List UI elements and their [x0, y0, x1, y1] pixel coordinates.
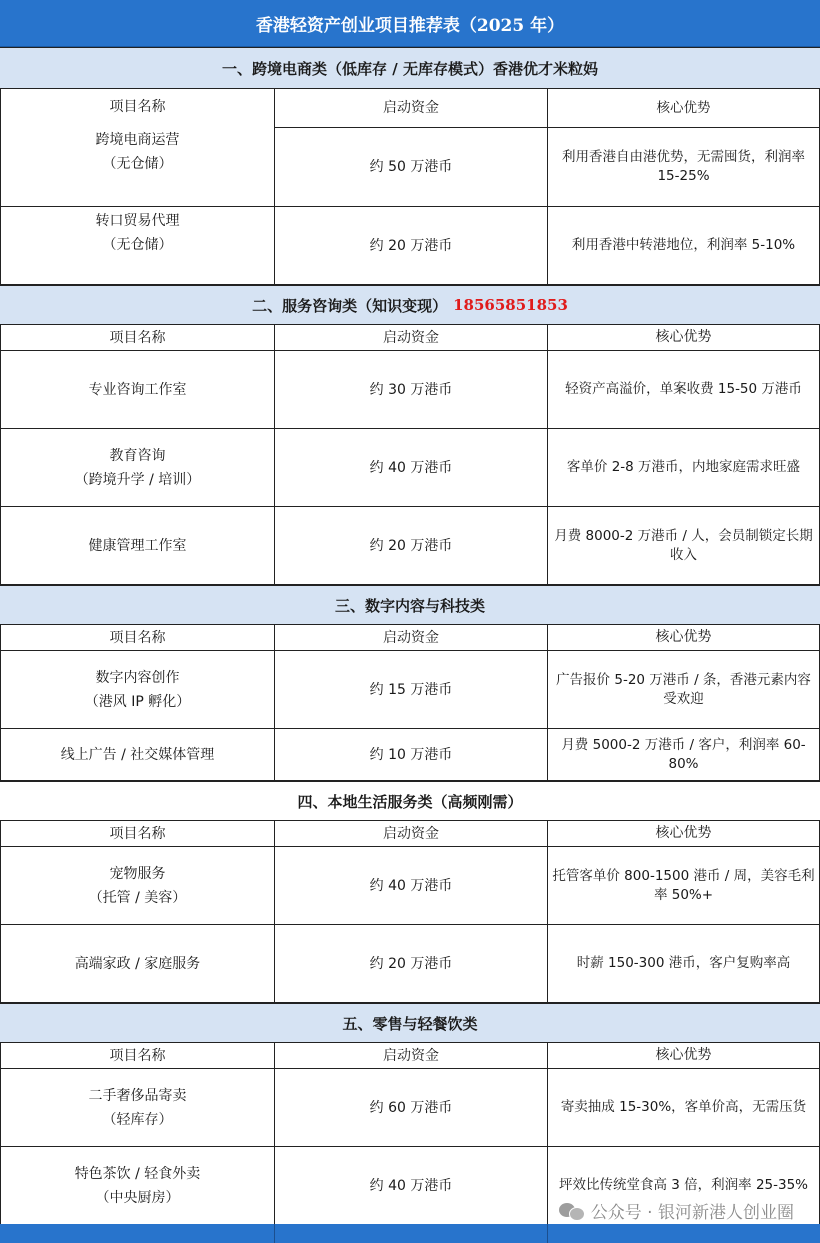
header-advantage: 核心优势 [547, 1043, 820, 1068]
section-title-consulting [0, 285, 820, 325]
watermark [559, 1198, 794, 1223]
core-advantage: 轻资产高溢价，单案收费 15-50 万港币 [547, 351, 820, 428]
table-row [0, 128, 820, 207]
header-advantage: 核心优势 [547, 821, 820, 846]
section-title-digital [0, 585, 820, 625]
table-footer-bar [0, 1224, 820, 1243]
project-name: 二手奢侈品寄卖 （轻库存） [0, 1069, 274, 1146]
start-capital: 约 40 万港币 [274, 847, 547, 924]
table-row [0, 207, 820, 285]
table-row [0, 847, 820, 925]
header-advantage: 核心优势 [547, 625, 820, 650]
table-row [0, 1069, 820, 1147]
header-name: 项目名称 [0, 821, 274, 846]
core-advantage: 月费 5000-2 万港币 / 客户，利润率 60-80% [547, 729, 820, 780]
start-capital: 约 20 万港币 [274, 207, 547, 284]
project-name: 线上广告 / 社交媒体管理 [0, 729, 274, 780]
start-capital: 约 20 万港币 [274, 925, 547, 1002]
wechat-icon [559, 1201, 585, 1221]
project-name: 特色茶饮 / 轻食外卖 （中央厨房） [0, 1147, 274, 1224]
core-advantage: 寄卖抽成 15-30%，客单价高，无需压货 [547, 1069, 820, 1146]
section-title-ecommerce [0, 47, 820, 89]
core-advantage: 广告报价 5-20 万港币 / 条，香港元素内容受欢迎 [547, 651, 820, 728]
header-row [0, 821, 820, 847]
core-advantage: 利用香港中转港地位，利润率 5-10% [547, 207, 820, 284]
header-row [0, 1043, 820, 1069]
table-title: 香港轻资产创业项目推荐表（2025 年） [0, 0, 820, 47]
table-row [0, 729, 820, 781]
section-title-local-services [0, 781, 820, 821]
project-name: 教育咨询 （跨境升学 / 培训） [0, 429, 274, 506]
header-name: 项目名称 [0, 89, 274, 128]
project-name: 数字内容创作 （港风 IP 孵化） [0, 651, 274, 728]
section-title-text: 三、数字内容与科技类 [334, 596, 485, 615]
header-advantage: 核心优势 [547, 89, 820, 128]
header-capital: 启动资金 [274, 625, 547, 650]
core-advantage: 坪效比传统堂食高 3 倍，利润率 25-35% [547, 1147, 820, 1224]
core-advantage: 月费 8000-2 万港币 / 人，会员制锁定长期收入 [547, 507, 820, 584]
project-name: 跨境电商运营 （无仓储） [0, 89, 274, 207]
project-name: 专业咨询工作室 [0, 351, 274, 428]
core-advantage: 客单价 2-8 万港币，内地家庭需求旺盛 [547, 429, 820, 506]
core-advantage: 利用香港自由港优势，无需囤货，利润率 15-25% [547, 128, 820, 206]
project-name: 转口贸易代理 （无仓储） [0, 207, 274, 284]
watermark-text: 公众号 · 银河新港人创业圈 [590, 1203, 794, 1223]
header-advantage: 核心优势 [547, 325, 820, 350]
section-title-text: 二、服务咨询类（知识变现） [252, 296, 448, 315]
start-capital: 约 10 万港币 [274, 729, 547, 780]
start-capital: 约 40 万港币 [274, 429, 547, 506]
start-capital: 约 50 万港币 [274, 128, 547, 206]
header-capital: 启动资金 [274, 1043, 547, 1068]
core-advantage: 时薪 150-300 港币，客户复购率高 [547, 925, 820, 1002]
section-title-text: 四、本地生活服务类（高频刚需） [297, 792, 523, 811]
start-capital: 约 15 万港币 [274, 651, 547, 728]
header-capital: 启动资金 [274, 325, 547, 350]
table-row [0, 507, 820, 585]
header-capital: 启动资金 [274, 89, 547, 128]
header-capital: 启动资金 [274, 821, 547, 846]
project-name: 健康管理工作室 [0, 507, 274, 584]
table-row [0, 429, 820, 507]
start-capital: 约 60 万港币 [274, 1069, 547, 1146]
phone-number: 18565851853 [453, 296, 568, 314]
table-row [0, 925, 820, 1003]
table-row [0, 651, 820, 729]
start-capital: 约 20 万港币 [274, 507, 547, 584]
start-capital: 约 30 万港币 [274, 351, 547, 428]
header-name: 项目名称 [0, 325, 274, 350]
core-advantage: 托管客单价 800-1500 港币 / 周，美容毛利率 50%+ [547, 847, 820, 924]
section-title-text: 五、零售与轻餐饮类 [342, 1014, 478, 1033]
start-capital: 约 40 万港币 [274, 1147, 547, 1224]
header-name: 项目名称 [0, 625, 274, 650]
project-name: 宠物服务 （托管 / 美容） [0, 847, 274, 924]
project-name: 高端家政 / 家庭服务 [0, 925, 274, 1002]
table-row [0, 351, 820, 429]
header-name: 项目名称 [0, 1043, 274, 1068]
section-title-retail [0, 1003, 820, 1043]
header-row [0, 325, 820, 351]
header-row [0, 625, 820, 651]
section-title-text: 一、跨境电商类（低库存 / 无库存模式）香港优才米粒妈 [222, 59, 598, 78]
